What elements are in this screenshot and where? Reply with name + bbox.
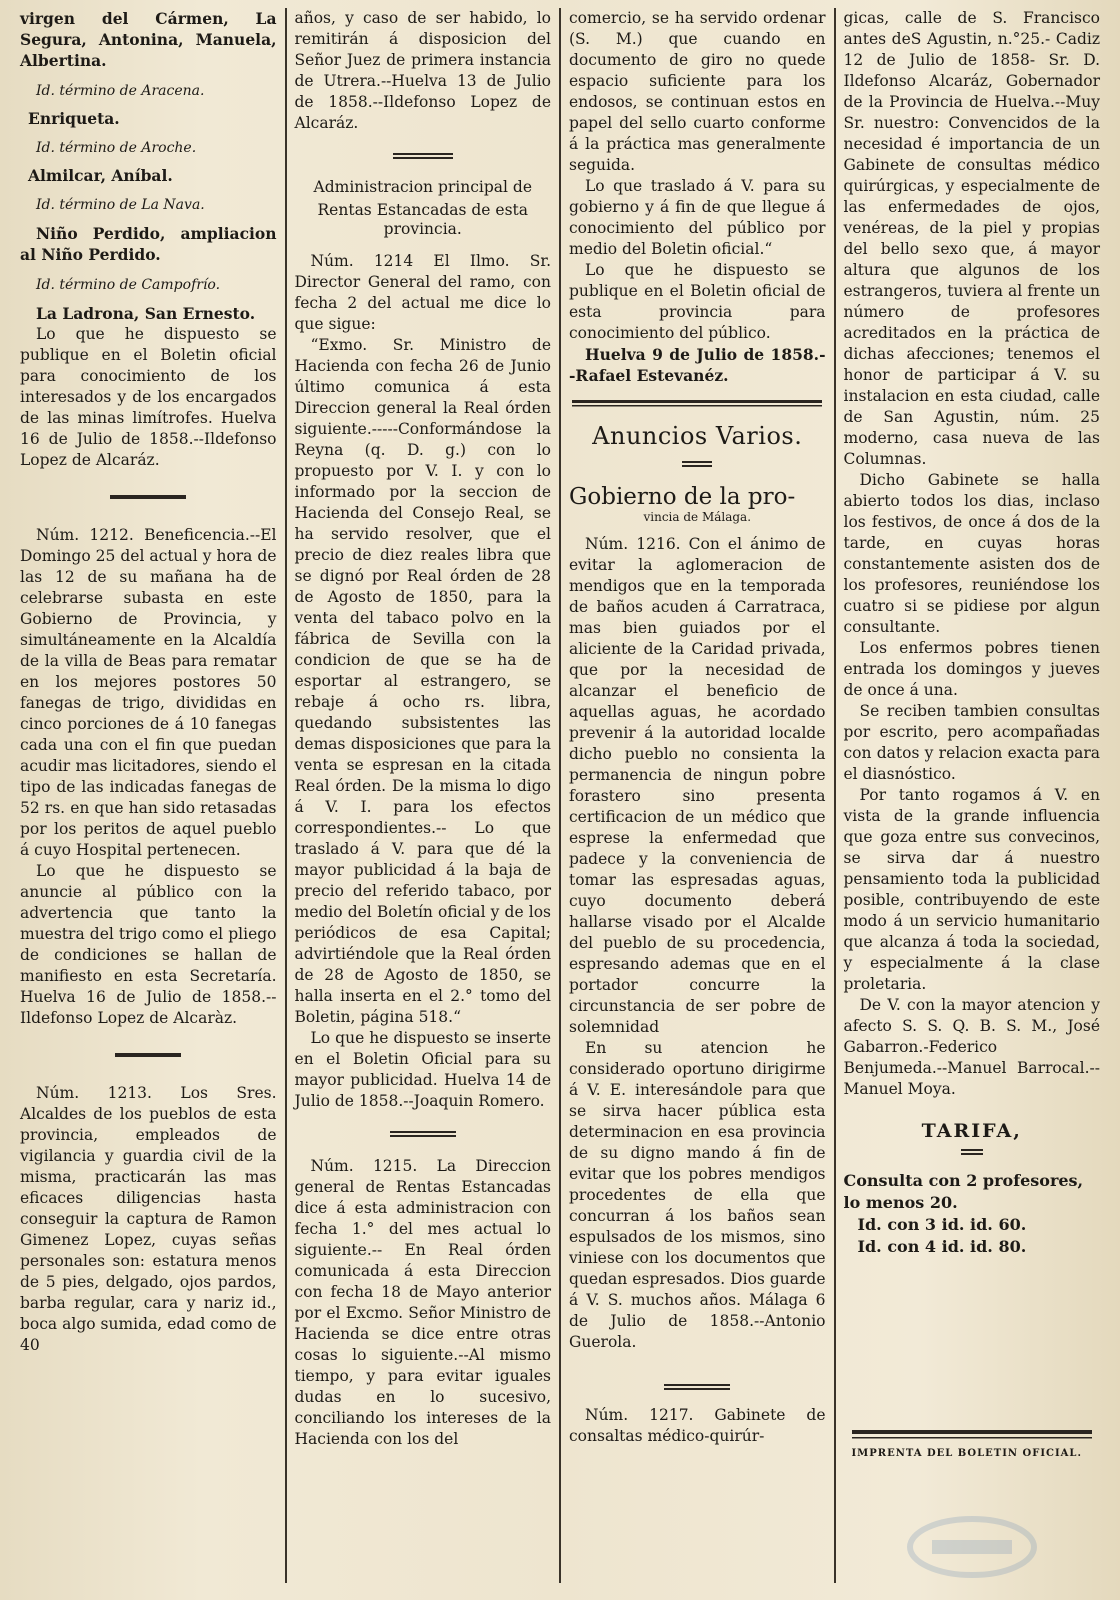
col3-signature: Huelva 9 de Julio de 1858.--Rafael Estevanéz. bbox=[569, 345, 826, 385]
column-2 bbox=[289, 8, 558, 1583]
notice-1217: Núm. 1217. Gabinete de consaltas médico-quirúr- bbox=[569, 1406, 826, 1445]
column-4 bbox=[838, 8, 1107, 1583]
notice-1214-closing: Lo que he dispuesto se inserte en el Boletin Oficial para su mayor publicidad. Huelva 14 de Julio de 1858.--Joaquin Romero. bbox=[294, 1029, 552, 1110]
gobierno-heading: Gobierno de la pro- bbox=[569, 484, 796, 510]
notice-1212: Núm. 1212. Beneficencia.--El Domingo 25 del actual y hora de las 12 de su mañana ha de celebrarse subasta en este Gobierno de Provincia, y simultáneamente en la Alcaldía de la villa de Beas para rematar en los mejores postores 50 fanegas de trigo, divididas en cinco porciones de á 10 fanegas cada una con el fin que puedan acudir mas licitadores, siendo el tipo de las indicadas fanegas de 52 rs. en que han sido retasadas por los peritos de aquel pueblo á cuyo Hospital pertenecen. bbox=[20, 526, 277, 859]
notice-1214-quote: “Exmo. Sr. Ministro de Hacienda con fecha 26 de Junio último comunica á esta Direccion general la Real órden siguiente.-----Conformándose la Reyna (q. D. g.) con lo propuesto por V. I. y con lo informado por la seccion de Hacienda del Consejo Real, se ha servido resolver, que el precio de diez reales libra que se dignó por Real órden de 28 de Agosto de 1850, para la venta del tabaco polvo en la fábrica de Sevilla con la condicion de que se ha de esportar al estrangero, se rebaje á ocho rs. libra, quedando subsistentes las demas disposiciones que para la venta se espresan en la citada Real órden. De la misma lo digo á V. I. para los efectos correspondientes.-- Lo que traslado á V. para que dé la mayor publicidad á la baja de precio del referido tabaco, por medio del Boletín oficial y de los periódicos de esa Capital; advirtiéndole que la Real órden de 28 de Agosto de 1850, se halla inserta en el 2.° tomo del Boletin, página 518.“ bbox=[294, 336, 552, 1026]
separator-ornament bbox=[110, 493, 186, 501]
col4-paragraph-5: Por tanto rogamos á V. en vista de la grande influencia que goza entre sus convecinos, se sirva dar á nuestro pensamiento toda la publicidad posible, contribuyendo de este modo á un servicio humanitario que alcanza á toda la sociedad, y especialmente á la clase proletaria. bbox=[843, 786, 1101, 993]
col3-paragraph-2: Lo que traslado á V. para su gobierno y á fin de que llegue á conocimiento del público por medio del Boletin oficial.“ bbox=[569, 177, 826, 258]
column-1 bbox=[14, 8, 283, 1583]
col3-top-text: comercio, se ha servido ordenar (S. M.) que cuando en documento de giro no quede espacio suficiente para los endosos, se continuan estos en papel del sello cuarto conforme á la práctica mas generalmente seguida. bbox=[569, 9, 826, 174]
tarifa-line-3: Id. con 4 id. id. 80. bbox=[857, 1237, 1027, 1256]
notice-1216-paragraph-2: En su atencion he considerado oportuno dirigirme á V. E. interesándole para que se sirva hacer pública esta determinacion en esa provincia de su digno mando á fin de evitar que los pobres mendigos procedentes de ella que concurran á los baños sean espulsados de los mismos, sino viniese con los documentos que quedan espresados. Dios guarde á V. S. muchos años. Málaga 6 de Julio de 1858.--Antonio Guerola. bbox=[569, 1039, 826, 1351]
col4-top-text: gicas, calle de S. Francisco antes deS Agustin, n.°25.- Cadiz 12 de Julio de 1858- Sr. D. Ildefonso Alcaráz, Gobernador de la Provincia de Huelva.--Muy Sr. nuestro: Convencidos de la necesidad é importancia de un Gabinete de consultas médico quirúrgicas, y especialmente de las enfermedades de ojos, venéreas, de la piel y propias del bello sexo que, á mayor altura que algunos de los estrangeros, tuviera al frente un número de profesores acreditados en la práctica de dichas afecciones; tenemos el honor de participar á V. su instalacion en esta ciudad, calle de San Agustin, núm. 25 moderno, casa nueva de las Columnas. bbox=[843, 9, 1101, 468]
col4-signatures: De V. con la mayor atencion y afecto S. S. Q. B. S. M., José Gabarron.-Federico Benjumeda.--Manuel Barrocal.--Manuel Moya. bbox=[843, 996, 1101, 1098]
admin-heading: Administracion principal de bbox=[313, 178, 532, 196]
column-rule bbox=[285, 8, 287, 1583]
double-rule bbox=[961, 1148, 983, 1156]
col4-paragraph-2: Dicho Gabinete se halla abierto todos los dias, inclaso los festivos, de once á dos de la tarde, en cuyas horas constantemente asisten dos de los profesores, reuniéndose los cuatro si se pidiese por algun consultante. bbox=[843, 471, 1101, 636]
separator-ornament bbox=[664, 1383, 730, 1391]
imprenta-footer: IMPRENTA DEL BOLETIN OFICIAL. bbox=[851, 1448, 1082, 1459]
section-divider bbox=[572, 400, 822, 408]
column-rule bbox=[559, 8, 561, 1583]
admin-subheading: Rentas Estancadas de esta provincia. bbox=[317, 201, 528, 238]
notice-1212-closing: Lo que he dispuesto se anuncie al público con la advertencia que tanto la muestra del trigo como el pliego de condiciones se hallan de manifiesto en esta Secretaría. Huelva 16 de Julio de 1858.--Ildefonso Lopez de Alcaràz. bbox=[20, 862, 277, 1027]
tarifa-line-2: Id. con 3 id. id. 60. bbox=[857, 1215, 1027, 1234]
columns bbox=[14, 8, 1106, 1583]
double-rule bbox=[682, 460, 712, 468]
column-rule bbox=[834, 8, 836, 1583]
col3-paragraph-3: Lo que he dispuesto se publique en el Boletin oficial de esta provincia para conocimiento del público. bbox=[569, 261, 826, 342]
mines-list-top: virgen del Cármen, La Segura, Antonina, Manuela, Albertina. bbox=[20, 9, 277, 70]
mines-aroche: Almilcar, Aníbal. bbox=[28, 166, 173, 185]
tarifa-line-1: Consulta con 2 profesores, lo menos 20. bbox=[843, 1171, 1084, 1212]
col4-paragraph-4: Se reciben tambien consultas por escrito, pero acompañadas con datos y relacion exacta para el diasnóstico. bbox=[843, 702, 1101, 783]
notice-1213: Núm. 1213. Los Sres. Alcaldes de los pueblos de esta provincia, empleados de vigilancia y guardia civil de la misma, practicarán las mas eficaces diligencias hasta conseguir la captura de Ramon Gimenez Lopez, cuyas señas personales son: estatura menos de 5 pies, delgado, ojos pardos, barba regular, cara y nariz id., boca algo sumida, edad como de 40 bbox=[20, 1084, 277, 1354]
separator-ornament bbox=[390, 1130, 456, 1138]
mines-closing: Lo que he dispuesto se publique en el Boletin oficial para conocimiento de los interesados y de los encargados de las minas limítrofes. Huelva 16 de Julio de 1858.--Ildefonso Lopez de Alcaráz. bbox=[20, 325, 277, 469]
separator-ornament bbox=[393, 152, 453, 160]
term-aracena: Id. término de Aracena. bbox=[36, 83, 205, 99]
term-aroche: Id. término de Aroche. bbox=[36, 140, 197, 156]
tarifa-heading: TARIFA, bbox=[921, 1120, 1022, 1142]
notice-1215: Núm. 1215. La Direccion general de Rentas Estancadas dice á esta administracion con fecha 1.° del mes actual lo siguiente.-- En Real órden comunicada á esta Direccion con fecha 18 de Mayo anterior por el Excmo. Señor Ministro de Hacienda se dice entre otras cosas lo siguiente.--Al mismo tiempo, y para evitar iguales dudas en lo sucesivo, conciliando los intereses de la Hacienda con los del bbox=[294, 1157, 552, 1448]
notice-1214: Núm. 1214 El Ilmo. Sr. Director General del ramo, con fecha 2 del actual me dice lo que sigue: bbox=[294, 252, 552, 333]
col4-paragraph-3: Los enfermos pobres tienen entrada los domingos y jueves de once á una. bbox=[843, 639, 1101, 699]
anuncios-heading: Anuncios Varios. bbox=[592, 422, 803, 450]
footer-rule bbox=[852, 1430, 1092, 1440]
library-watermark-icon bbox=[902, 1512, 1042, 1582]
col2-top-text: años, y caso de ser habido, lo remitirán á disposicion del Señor Juez de primera instancia de Utrera.--Huelva 13 de Julio de 1858.--Ildefonso Lopez de Alcaráz. bbox=[294, 9, 552, 132]
separator-ornament bbox=[115, 1051, 181, 1059]
notice-1216: Núm. 1216. Con el ánimo de evitar la aglomeracion de mendigos que en la temporada de baños acuden á Carratraca, mas bien guiados por el aliciente de la Caridad privada, que por la necesidad de alcanzar el beneficio de aquellas aguas, he acordado prevenir á la autoridad localde dicho pueblo no consienta la permanencia de ningun pobre forastero sino presenta certificacion de un médico que esprese la enfermedad que padece y la conveniencia de tomar las espresadas aguas, cuyo documento deberá hallarse visado por el Alcalde del pueblo de su procedencia, espresando ademas que en el portador concurre la circunstancia de ser pobre de solemnidad bbox=[569, 535, 826, 1036]
mines-aracena: Enriqueta. bbox=[28, 109, 120, 128]
column-3 bbox=[563, 8, 832, 1583]
term-nava: Id. término de La Nava. bbox=[36, 197, 205, 213]
gobierno-subheading: vincia de Málaga. bbox=[643, 510, 752, 524]
mines-nava: Niño Perdido, ampliacion al Niño Perdido. bbox=[20, 224, 277, 264]
term-campofrio: Id. término de Campofrío. bbox=[36, 277, 221, 293]
mines-campofrio: La Ladrona, San Ernesto. bbox=[36, 304, 256, 323]
